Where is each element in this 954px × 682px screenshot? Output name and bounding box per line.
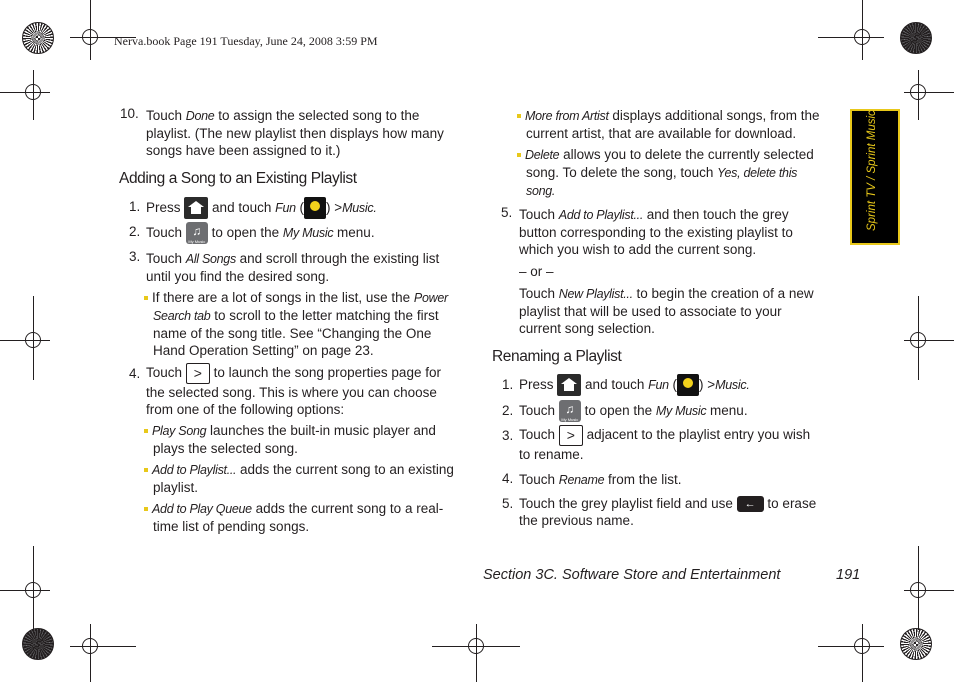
- registration-target-icon: [82, 29, 98, 45]
- registration-target-icon: [25, 582, 41, 598]
- section-heading: Renaming a Playlist: [492, 348, 622, 365]
- crop-mark: [818, 37, 884, 38]
- crop-mark: [70, 646, 136, 647]
- rename-step-3-text: Touch > adjacent to the playlist entry you wish to rename.: [519, 427, 811, 462]
- rename-step-5-text: Touch the grey playlist field and use ← to erase the previous name.: [519, 496, 817, 529]
- step-number: 4.: [502, 471, 514, 486]
- step-number: 3.: [502, 428, 514, 443]
- fun-icon: Fun: [304, 197, 326, 219]
- step-number: 10.: [120, 106, 139, 121]
- registration-target-icon: [854, 29, 870, 45]
- arrow-right-icon: >: [559, 425, 583, 446]
- registration-star-icon: [900, 22, 932, 54]
- step-number: 3.: [129, 249, 141, 264]
- my-music-icon: ♫ My Music: [559, 400, 581, 422]
- step-number: 5.: [501, 205, 513, 220]
- bullet-marker: [517, 153, 521, 157]
- registration-target-icon: [25, 84, 41, 100]
- option-delete: Delete allows you to delete the currently selected song. To delete the song, touch Yes, delete this song.: [517, 146, 847, 200]
- option-more-from-artist: More from Artist displays additional songs, from the current artist, that are available for download.: [517, 107, 847, 142]
- step-2-text: Touch ♫ My Music to open the My Music menu.: [146, 224, 375, 245]
- option-add-to-play-queue: Add to Play Queue adds the current song to a real- time list of pending songs.: [144, 500, 474, 535]
- crop-mark: [818, 646, 884, 647]
- page-number: 191: [836, 567, 861, 583]
- bullet-marker: [144, 507, 148, 511]
- option-play-song: Play Song launches the built-in music player and plays the selected song.: [144, 422, 474, 457]
- bullet-marker: [144, 296, 148, 300]
- home-icon: [184, 197, 208, 219]
- step-number: 1.: [129, 199, 141, 214]
- side-tab-label: Sprint TV / Sprint Music: [866, 110, 878, 231]
- step-number: 5.: [502, 496, 514, 511]
- step-5-text: Touch Add to Playlist... and then touch the grey button corresponding to the existing playlist to which you wish to add the current song.: [519, 207, 793, 257]
- or-separator: – or –: [519, 264, 554, 279]
- section-side-tab: [850, 109, 900, 245]
- bullet-power-search: If there are a lot of songs in the list, use the Power Search tab to scroll to the letter matching the first name of the song title. See “Changing the One Hand Operation Setting” on page 23.: [144, 289, 474, 359]
- rename-step-4-text: Touch Rename from the list.: [519, 472, 682, 487]
- bullet-marker: [517, 114, 521, 118]
- registration-star-icon: [900, 628, 932, 660]
- registration-star-icon: [22, 628, 54, 660]
- rename-step-1-text: Press and touch Fun ( Fun ) >Music.: [519, 373, 849, 397]
- registration-target-icon: [910, 84, 926, 100]
- alternate-new-playlist: Touch New Playlist... to begin the creation of a new playlist that will be used to associate to your current song selection.: [519, 286, 814, 336]
- registration-star-icon: [22, 22, 54, 54]
- bullet-marker: [144, 468, 148, 472]
- fun-icon: Fun: [677, 374, 699, 396]
- registration-target-icon: [854, 638, 870, 654]
- registration-target-icon: [910, 332, 926, 348]
- rename-step-2-text: Touch ♫ My Music to open the My Music menu.: [519, 402, 748, 423]
- step-10-text: Touch Done to assign the selected song to the playlist. (The new playlist then displays how many songs have been assigned to it.): [146, 108, 444, 158]
- bullet-marker: [144, 429, 148, 433]
- step-number: 2.: [502, 403, 514, 418]
- key-done: Done: [185, 109, 215, 123]
- back-arrow-icon: ←: [737, 496, 764, 512]
- arrow-right-icon: >: [186, 363, 210, 384]
- registration-target-icon: [82, 638, 98, 654]
- step-1-text: Press and touch Fun ( Fun ) >Music.: [146, 196, 476, 220]
- print-header: Nerva.book Page 191 Tuesday, June 24, 2008 3:59 PM: [114, 34, 378, 48]
- step-3-text: Touch All Songs and scroll through the existing list until you find the desired song.: [146, 251, 440, 284]
- step-number: 4.: [129, 366, 141, 381]
- step-number: 2.: [129, 224, 141, 239]
- my-music-icon: ♫ My Music: [186, 222, 208, 244]
- option-add-to-playlist: Add to Playlist... adds the current song to an existing playlist.: [144, 461, 474, 496]
- section-footer: Section 3C. Software Store and Entertainment: [483, 567, 781, 583]
- home-icon: [557, 374, 581, 396]
- step-number: 1.: [502, 377, 514, 392]
- registration-target-icon: [25, 332, 41, 348]
- registration-target-icon: [468, 638, 484, 654]
- step-4-text: Touch > to launch the song properties page for the selected song. This is where you can choose from one of the following options:: [146, 365, 441, 417]
- registration-target-icon: [910, 582, 926, 598]
- section-heading: Adding a Song to an Existing Playlist: [119, 170, 357, 187]
